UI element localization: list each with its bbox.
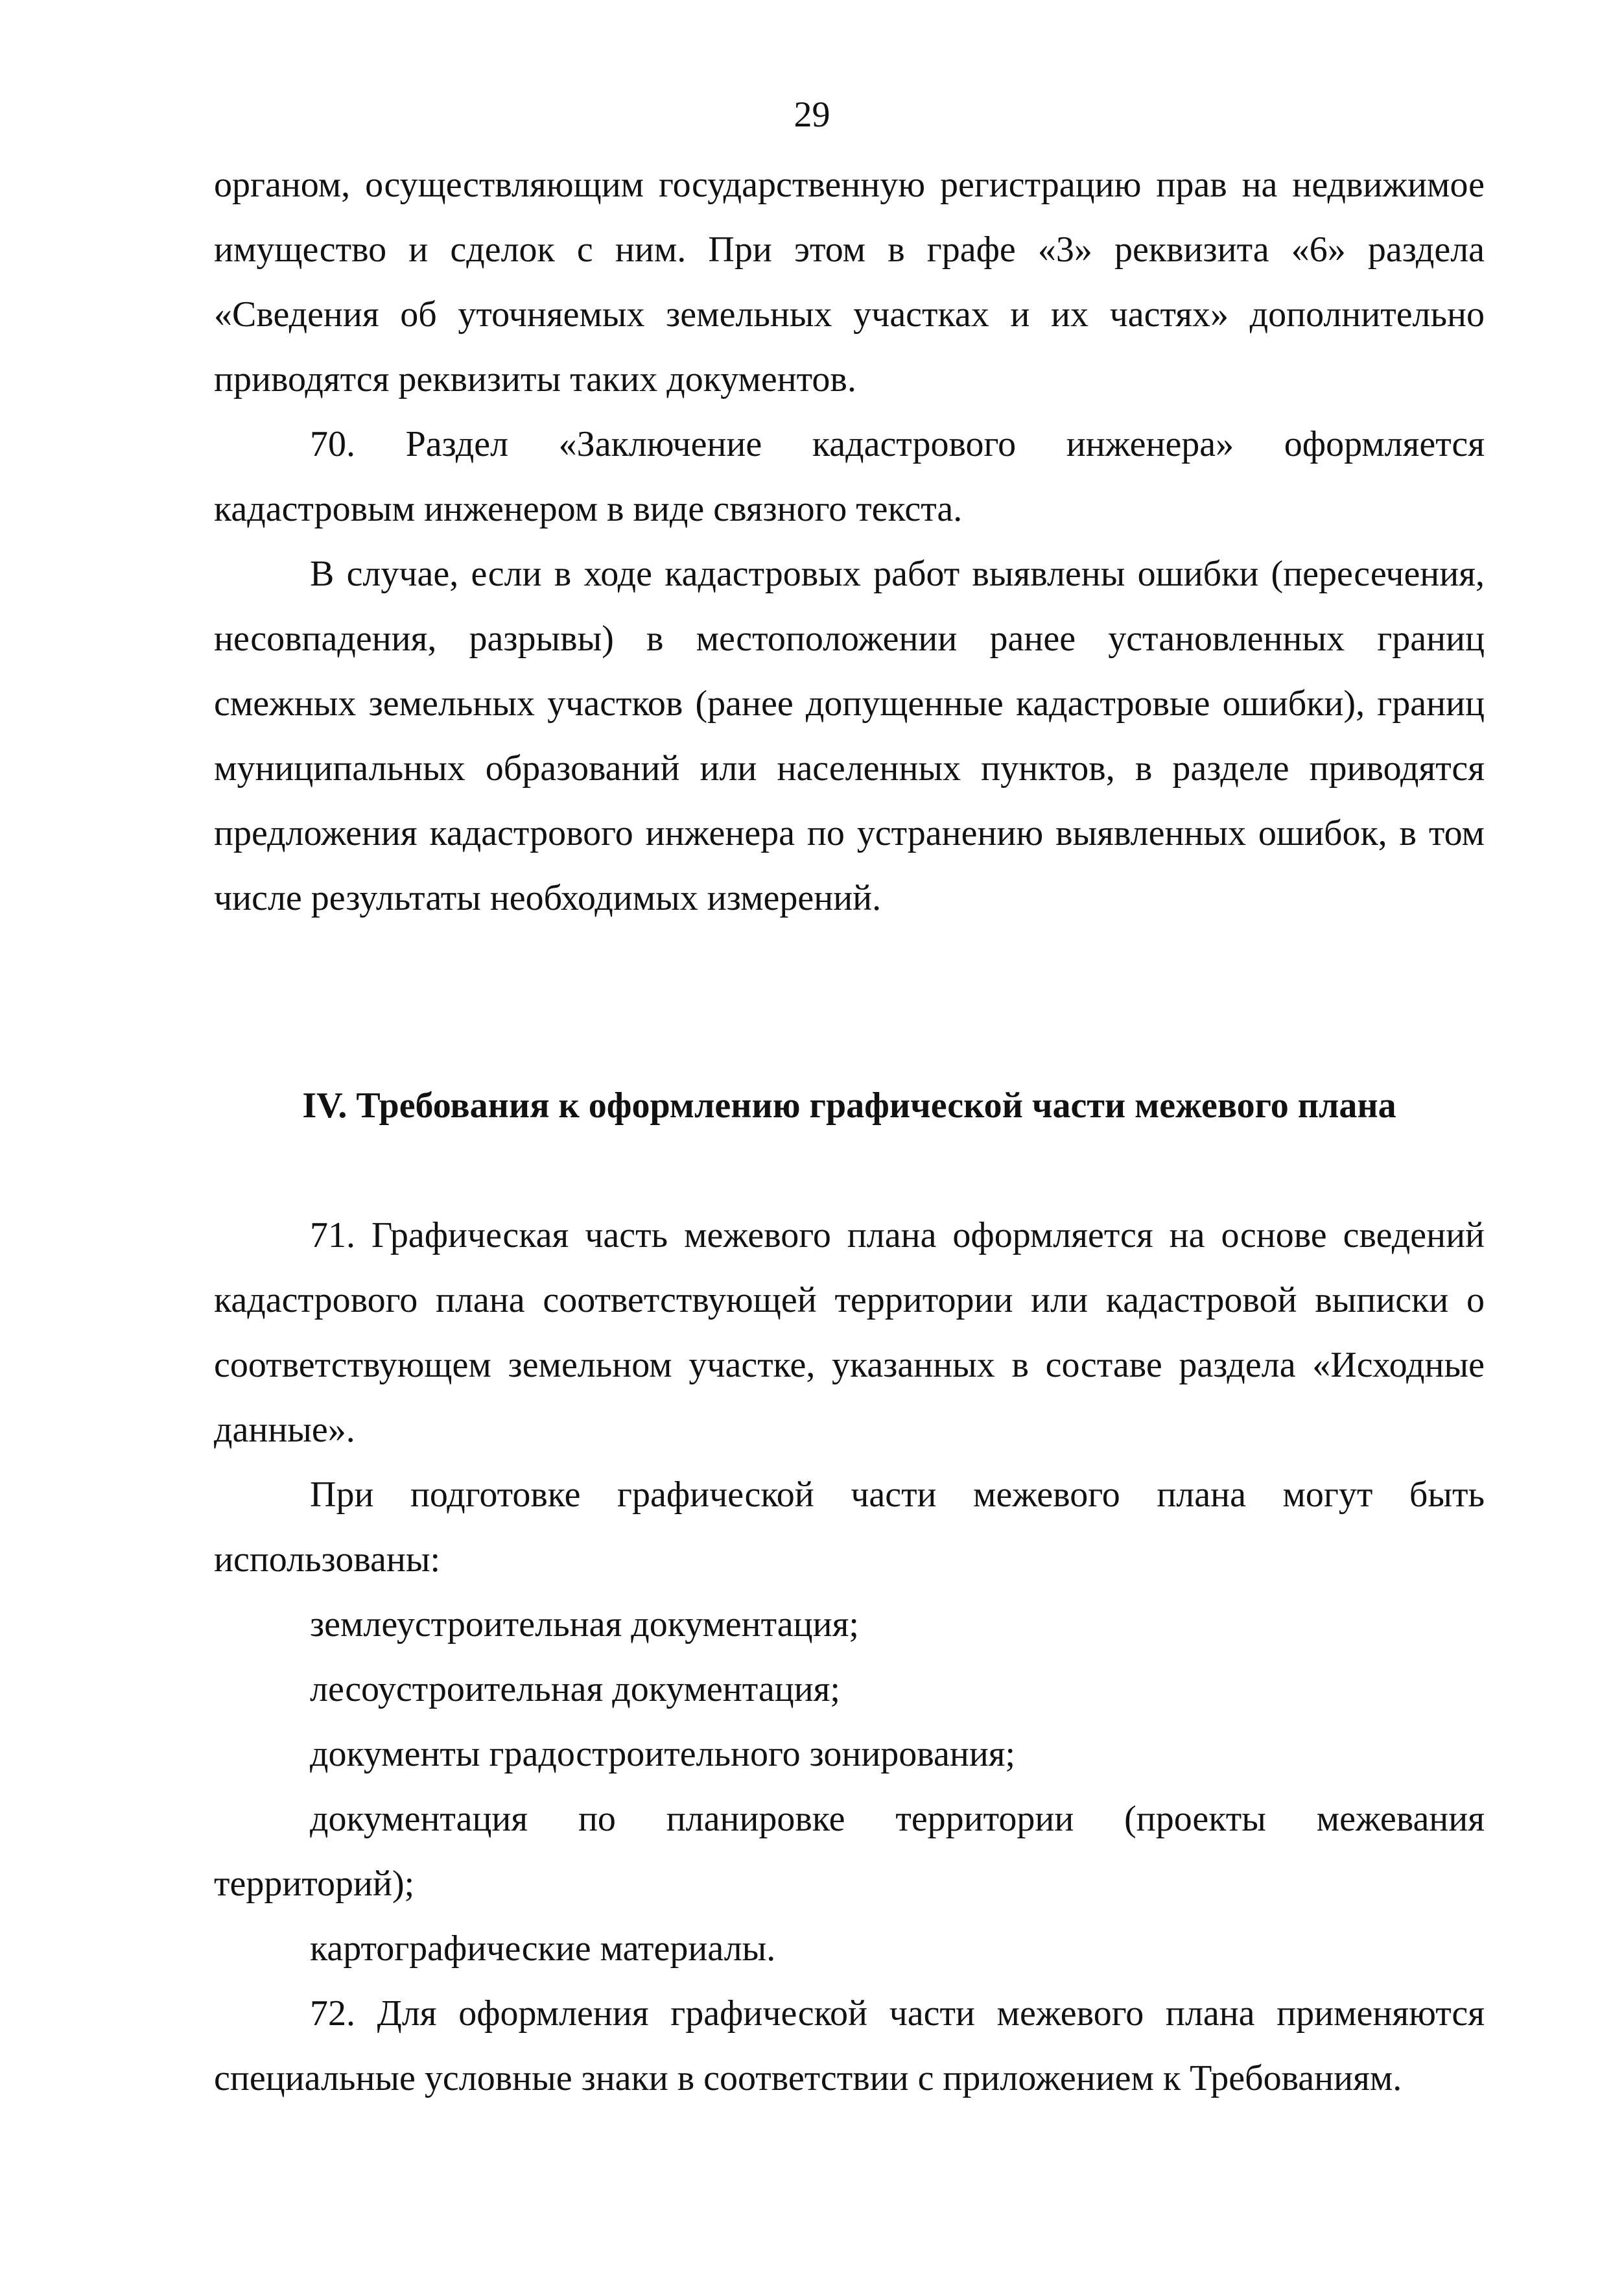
list-item: лесоустроительная документация; xyxy=(310,1669,840,1709)
section-heading-iv: IV. Требования к оформлению графической части межевого плана xyxy=(302,1086,1396,1126)
list-item: документы градостроительного зонирования; xyxy=(310,1734,1016,1774)
paragraph-70-errors: В случае, если в ходе кадастровых работ выявлены ошибки (пересечения, несовпадения, разрывы) в местоположении ранее установленных границ смежных земельных участков (ранее допущенные кадастровые ошибки), границ муниципальных образований или населенных пунктов, в разделе приводятся предложения кадастрового инженера по устранению выявленных ошибок, в том числе результаты необходимых измерений. xyxy=(214,554,1485,918)
page-number: 29 xyxy=(794,95,830,135)
paragraph-70: 70. Раздел «Заключение кадастрового инженера» оформляется кадастровым инженером в виде связного текста. xyxy=(214,424,1485,529)
list-item: документация по планировке территории (проекты межевания территорий); xyxy=(214,1799,1485,1904)
paragraph-71-sources: При подготовке графической части межевого плана могут быть использованы: xyxy=(214,1475,1485,1580)
paragraph-71: 71. Графическая часть межевого плана оформляется на основе сведений кадастрового плана соответствующей территории или кадастровой выписки о соответствующем земельном участке, указанных в составе раздела «Исходные данные». xyxy=(214,1215,1485,1450)
paragraph-continuation: органом, осуществляющим государственную регистрацию прав на недвижимое имущество и сделок с ним. При этом в графе «3» реквизита «6» раздела «Сведения об уточняемых земельных участках и их частях» дополнительно приводятся реквизиты таких документов. xyxy=(214,165,1485,399)
list-item: картографические материалы. xyxy=(310,1928,776,1969)
list-item: землеустроительная документация; xyxy=(310,1604,859,1644)
paragraph-72: 72. Для оформления графической части межевого плана применяются специальные условные знаки в соответствии с приложением к Требованиям. xyxy=(214,1993,1485,2098)
